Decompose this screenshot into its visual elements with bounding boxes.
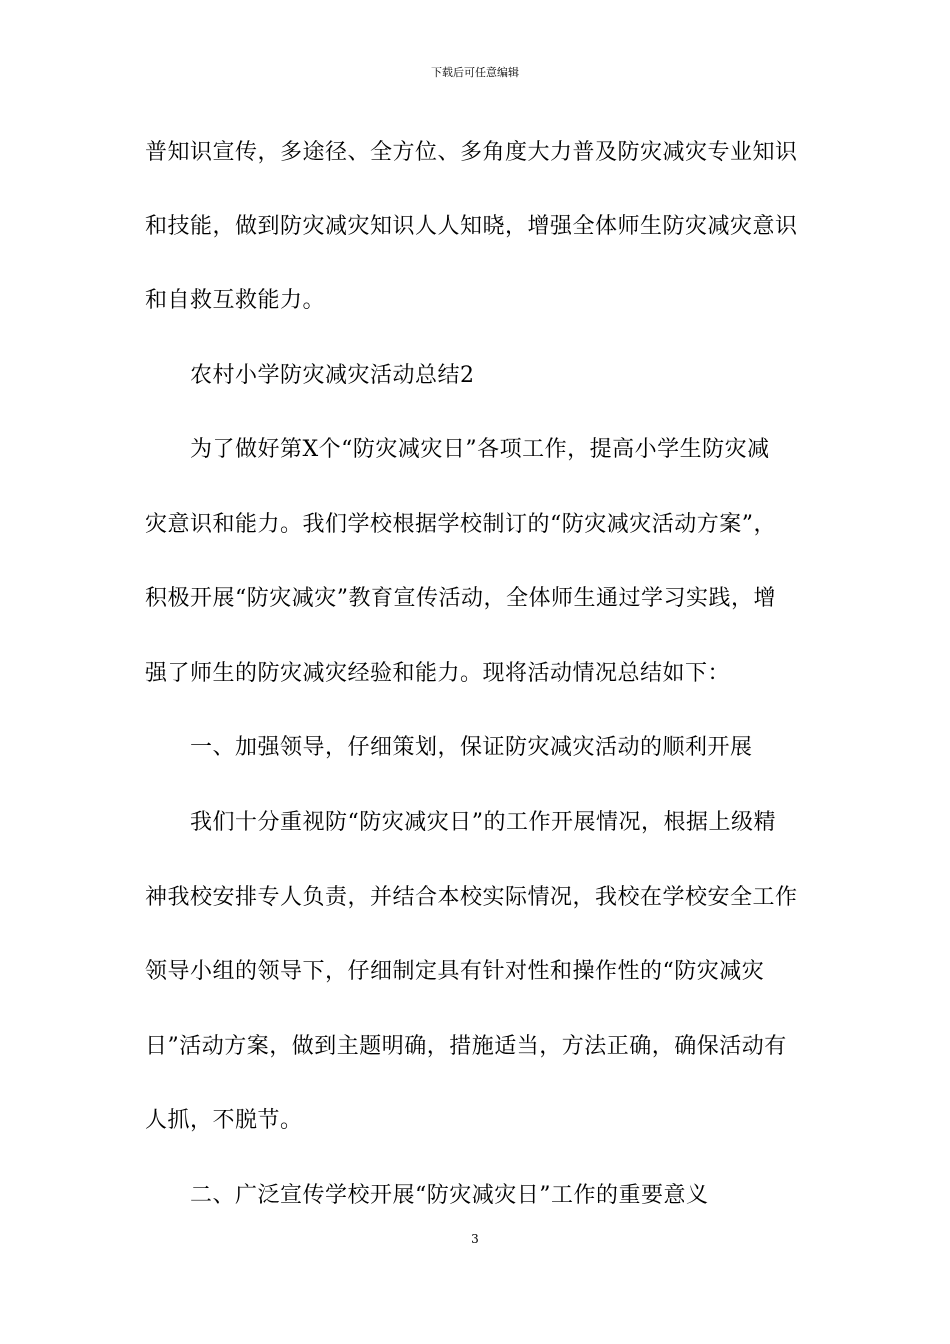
body-line: 神我校安排专人负责，并结合本校实际情况，我校在学校安全工作: [145, 885, 798, 910]
body-line: 积极开展“防灾减灾”教育宣传活动，全体师生通过学习实践，增: [145, 586, 776, 611]
body-line: 强了师生的防灾减灾经验和能力。现将活动情况总结如下：: [145, 661, 731, 686]
section-title: 农村小学防灾减灾活动总结2: [190, 363, 475, 388]
page-header: 下载后可任意编辑: [431, 66, 519, 79]
body-line: 灾意识和能力。我们学校根据学校制订的“防灾减灾活动方案”，: [145, 512, 776, 537]
body-line: 和自救互救能力。: [145, 288, 326, 313]
body-line: 我们十分重视防“防灾减灾日”的工作开展情况，根据上级精: [190, 810, 776, 835]
body-line: 普知识宣传，多途径、全方位、多角度大力普及防灾减灾专业知识: [145, 140, 798, 165]
body-line: 领导小组的领导下，仔细制定具有针对性和操作性的“防灾减灾: [145, 959, 765, 984]
page-number: 3: [471, 1232, 479, 1246]
body-line: 日”活动方案，做到主题明确，措施适当，方法正确，确保活动有: [145, 1034, 787, 1059]
body-line: 为了做好第X个“防灾减灾日”各项工作，提高小学生防灾减: [190, 437, 770, 462]
body-line: 人抓，不脱节。: [145, 1108, 303, 1133]
section-heading: 一、加强领导，仔细策划，保证防灾减灾活动的顺利开展: [190, 735, 753, 760]
section-heading: 二、广泛宣传学校开展“防灾减灾日”工作的重要意义: [190, 1183, 709, 1208]
body-line: 和技能，做到防灾减灾知识人人知晓，增强全体师生防灾减灾意识: [145, 214, 798, 239]
